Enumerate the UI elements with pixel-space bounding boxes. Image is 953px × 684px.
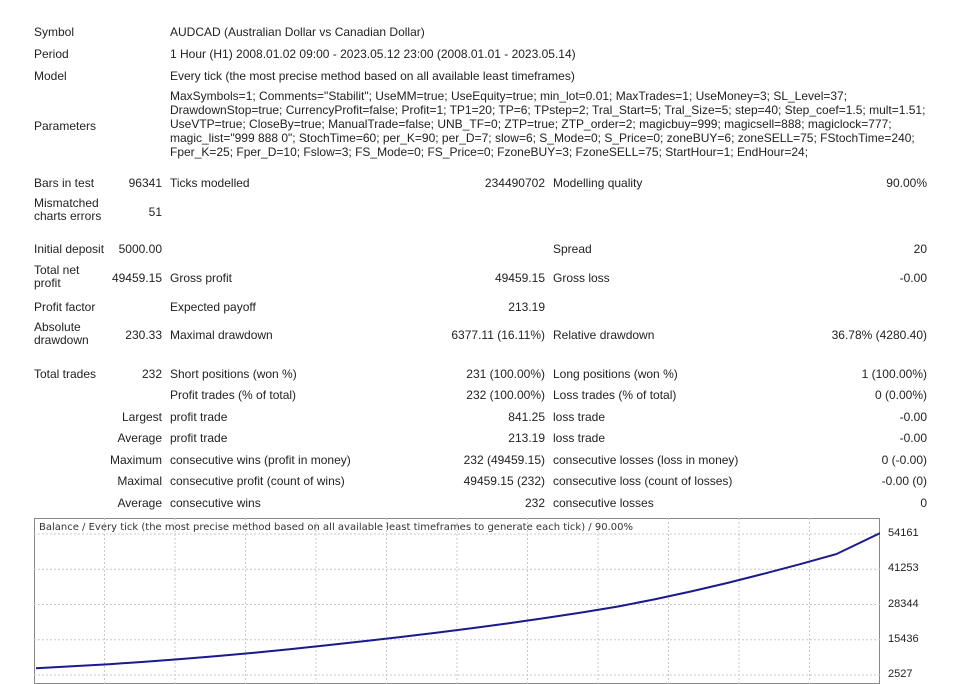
balance-chart — [34, 518, 880, 684]
largest-label: Largest — [121, 410, 162, 424]
relative-drawdown-value: 36.78% (4280.40) — [831, 328, 927, 342]
spread-label: Spread — [553, 242, 592, 256]
model-value: Every tick (the most precise method based on all available least timeframes) — [170, 69, 575, 83]
ticks-value: 234490702 — [484, 176, 545, 190]
period-value: 1 Hour (H1) 2008.01.02 09:00 - 2023.05.12 23:00 (2008.01.01 - 2023.05.14) — [170, 47, 576, 61]
expected-payoff-value: 213.19 — [508, 300, 545, 314]
bars-label: Bars in test — [34, 176, 95, 190]
maximal-consecutive-profit-value: 49459.15 (232) — [463, 474, 545, 488]
maximal-label: Maximal — [117, 474, 162, 488]
bars-value: 96341 — [128, 176, 162, 190]
maximal-drawdown-value: 6377.11 (16.11%) — [451, 328, 545, 342]
ticks-label: Ticks modelled — [170, 176, 250, 190]
maximal-drawdown-label: Maximal drawdown — [170, 328, 273, 342]
gross-loss-label: Gross loss — [553, 271, 610, 285]
average-profit-value: 213.19 — [508, 431, 545, 445]
gross-loss-value: -0.00 — [899, 271, 927, 285]
model-label: Model — [34, 69, 67, 83]
max-consecutive-wins-value: 232 (49459.15) — [463, 453, 545, 467]
absolute-drawdown-label: Absolute drawdown — [34, 320, 89, 347]
y-tick-label: 2527 — [888, 668, 913, 680]
average-consecutive-losses-label: consecutive losses — [553, 496, 654, 510]
net-profit-label: Total net profit — [34, 263, 80, 290]
profit-factor-label: Profit factor — [34, 300, 96, 314]
expected-payoff-label: Expected payoff — [170, 300, 256, 314]
symbol-value: AUDCAD (Australian Dollar vs Canadian Dollar) — [170, 25, 425, 39]
largest-profit-label: profit trade — [170, 410, 228, 424]
loss-trades-value: 0 (0.00%) — [874, 388, 927, 402]
average-consecutive-losses-value: 0 — [920, 496, 927, 510]
average-loss-label: loss trade — [553, 431, 606, 445]
total-trades-label: Total trades — [34, 367, 97, 381]
parameters-label: Parameters — [34, 119, 97, 133]
relative-drawdown-label: Relative drawdown — [553, 328, 655, 342]
deposit-label: Initial deposit — [34, 242, 105, 256]
absolute-drawdown-value: 230.33 — [125, 328, 162, 342]
parameters-value: MaxSymbols=1; Comments="Stabilit"; UseMM=true; UseEquity=true; min_lot=0.01; MaxTrades=1; UseMoney=3; SL_Level=37; DrawdownStop=true; CurrencyProfit=false; Profit=1; TP1=20; TP=6; TPstep=2; Tral_Start=5; Tral_Size=5; step=40; Step_coef=1.5; mult=1.51; UseVTP=true; CloseBy=true; ManualTrade=false; UNB_TF=0; ZTP=true; ZTP_order=2; magicbuy=999; magicsell=888; magiclock=777; magic_list="999 888 0"; StochTime=60; per_K=90; per_D=7; slow=6; S_Mode=0; S_Price=0; zoneBUY=6; zoneSELL=75; FStochTime=240; Fper_K=25; Fper_D=10; Fslow=3; FS_Mode=0; FS_Price=0; FzoneBUY=3; FzoneSELL=75; StartHour=1; EndHour=24; — [170, 89, 926, 159]
largest-profit-value: 841.25 — [508, 410, 545, 424]
gross-profit-label: Gross profit — [170, 271, 233, 285]
period-label: Period — [34, 47, 69, 61]
deposit-value: 5000.00 — [118, 242, 162, 256]
symbol-label: Symbol — [34, 25, 75, 39]
max-consecutive-losses-value: 0 (-0.00) — [881, 453, 927, 467]
average-label: Average — [117, 431, 162, 445]
profit-trades-value: 232 (100.00%) — [466, 388, 545, 402]
largest-loss-label: loss trade — [553, 410, 606, 424]
max-consecutive-losses-label: consecutive losses (loss in money) — [553, 453, 739, 467]
maximal-consecutive-loss-label: consecutive loss (count of losses) — [553, 474, 733, 488]
largest-loss-value: -0.00 — [899, 410, 927, 424]
spread-value: 20 — [913, 242, 927, 256]
net-profit-value: 49459.15 — [111, 271, 162, 285]
quality-value: 90.00% — [886, 176, 927, 190]
average-loss-value: -0.00 — [899, 431, 927, 445]
total-trades-value: 232 — [141, 367, 162, 381]
maximal-consecutive-loss-value: -0.00 (0) — [881, 474, 927, 488]
y-tick-label: 28344 — [888, 597, 919, 610]
quality-label: Modelling quality — [553, 176, 643, 190]
max-consecutive-wins-label: consecutive wins (profit in money) — [170, 453, 351, 467]
long-positions-label: Long positions (won %) — [553, 367, 678, 381]
average-consecutive-wins-label: consecutive wins — [170, 496, 261, 510]
mismatch-label: Mismatched charts errors — [34, 196, 102, 223]
average-consecutive-label: Average — [117, 496, 162, 510]
loss-trades-label: Loss trades (% of total) — [553, 388, 677, 402]
maximum-label: Maximum — [109, 453, 162, 467]
y-tick-label: 41253 — [888, 562, 919, 575]
mismatch-value: 51 — [148, 205, 162, 219]
y-tick-label: 54161 — [888, 527, 919, 539]
average-profit-label: profit trade — [170, 431, 228, 445]
long-positions-value: 1 (100.00%) — [861, 367, 927, 381]
short-positions-value: 231 (100.00%) — [466, 367, 545, 381]
short-positions-label: Short positions (won %) — [170, 367, 297, 381]
profit-trades-label: Profit trades (% of total) — [170, 388, 297, 402]
maximal-consecutive-profit-label: consecutive profit (count of wins) — [170, 474, 345, 488]
average-consecutive-wins-value: 232 — [524, 496, 545, 510]
gross-profit-value: 49459.15 — [494, 271, 545, 285]
y-tick-label: 15436 — [888, 632, 919, 645]
chart-title: Balance / Every tick (the most precise method based on all available least timeframes to generate each tick) / 90.00% — [39, 522, 633, 533]
